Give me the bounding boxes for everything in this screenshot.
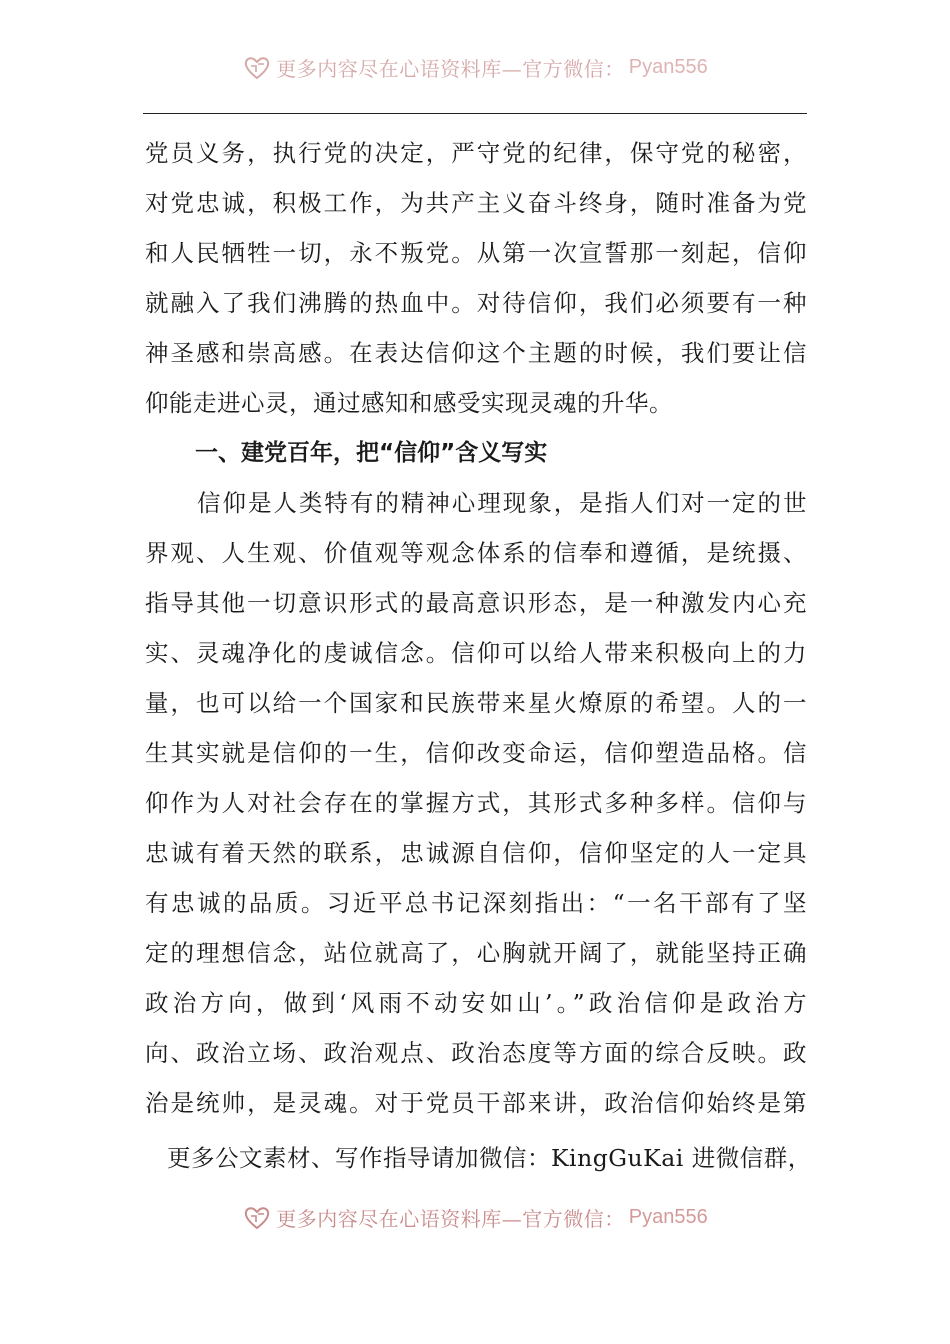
section-heading: 一、建党百年，把“信仰”含义写实 bbox=[195, 440, 548, 466]
body-line: 信仰是人类特有的精神心理现象，是指人们对一定的世 bbox=[197, 489, 807, 517]
watermark-top bbox=[0, 52, 950, 82]
body-line: 和人民牺牲一切，永不叛党。从第一次宣誓那一刻起，信仰 bbox=[145, 239, 807, 267]
heart-logo-icon bbox=[242, 52, 272, 82]
body-line: 定的理想信念，站位就高了，心胸就开阔了，就能坚持正确 bbox=[145, 939, 807, 967]
header-rule bbox=[143, 113, 807, 114]
heart-logo-icon bbox=[242, 1202, 272, 1232]
body-line: 对党忠诚，积极工作，为共产主义奋斗终身，随时准备为党 bbox=[145, 189, 807, 217]
footer-note: 更多公文素材、写作指导请加微信：KingGuKai 进微信群， bbox=[167, 1144, 812, 1172]
body-line: 仰作为人对社会存在的掌握方式，其形式多种多样。信仰与 bbox=[145, 789, 807, 817]
body-line: 有忠诚的品质。习近平总书记深刻指出：“一名干部有了坚 bbox=[145, 889, 807, 917]
watermark-bottom-text: 更多内容尽在心语资料库—官方微信： bbox=[276, 1206, 625, 1231]
body-line: 治是统帅，是灵魂。对于党员干部来讲，政治信仰始终是第 bbox=[145, 1089, 807, 1117]
watermark-top-text: 更多内容尽在心语资料库—官方微信： bbox=[276, 56, 625, 81]
body-line: 生其实就是信仰的一生，信仰改变命运，信仰塑造品格。信 bbox=[145, 739, 807, 767]
body-line: 指导其他一切意识形式的最高意识形态，是一种激发内心充 bbox=[145, 589, 807, 617]
body-line: 界观、人生观、价值观等观念体系的信奉和遵循，是统摄、 bbox=[145, 539, 807, 567]
watermark-bottom bbox=[0, 1202, 950, 1232]
body-line: 就融入了我们沸腾的热血中。对待信仰，我们必须要有一种 bbox=[145, 289, 807, 317]
body-line: 神圣感和崇高感。在表达信仰这个主题的时候，我们要让信 bbox=[145, 339, 807, 367]
watermark-top-id: Pyan556 bbox=[628, 55, 708, 78]
body-line: 党员义务，执行党的决定，严守党的纪律，保守党的秘密， bbox=[145, 139, 807, 167]
body-line: 向、政治立场、政治观点、政治态度等方面的综合反映。政 bbox=[145, 1039, 807, 1067]
body-line: 量，也可以给一个国家和民族带来星火燎原的希望。人的一 bbox=[145, 689, 807, 717]
body-line: 实、灵魂净化的虔诚信念。信仰可以给人带来积极向上的力 bbox=[145, 639, 807, 667]
body-line: 政治方向，做到‘风雨不动安如山’。”政治信仰是政治方 bbox=[145, 989, 807, 1017]
body-line: 忠诚有着天然的联系，忠诚源自信仰，信仰坚定的人一定具 bbox=[145, 839, 807, 867]
body-line: 仰能走进心灵，通过感知和感受实现灵魂的升华。 bbox=[145, 389, 673, 417]
watermark-bottom-id: Pyan556 bbox=[628, 1205, 708, 1228]
document-body bbox=[145, 128, 807, 1128]
